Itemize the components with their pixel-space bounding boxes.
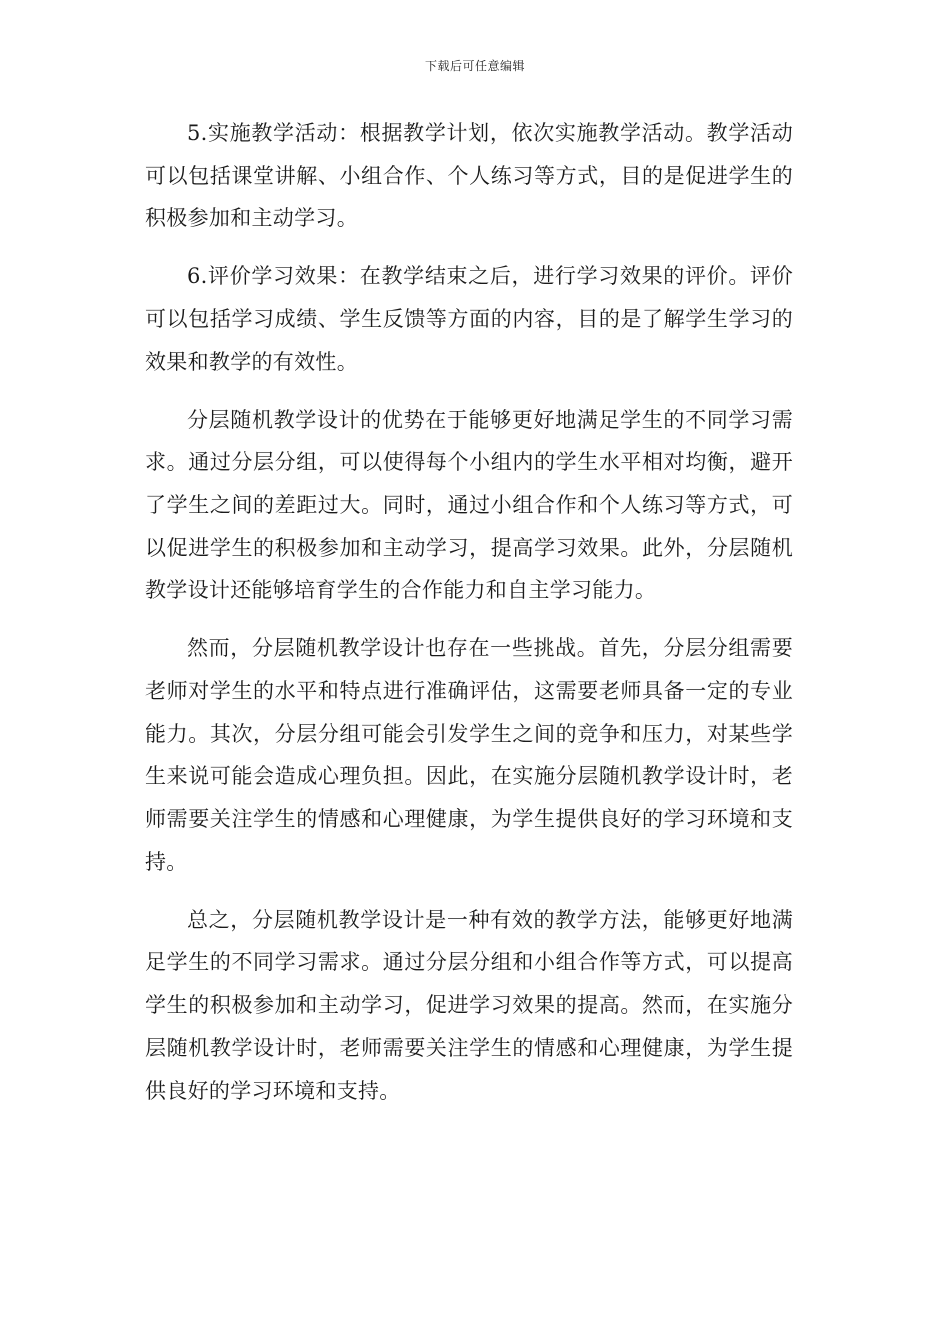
paragraph-conclusion: 总之，分层随机教学设计是一种有效的教学方法，能够更好地满足学生的不同学习需求。通过分层分组和小组合作等方式，可以提高学生的积极参加和主动学习，促进学习效果的提高。然而，在实施分层随机教学设计时，老师需要关注学生的情感和心理健康，为学生提供良好的学习环境和支持。 — [145, 907, 793, 1103]
page-header: 下载后可任意编辑 — [424, 59, 525, 73]
paragraph-advantages: 分层随机教学设计的优势在于能够更好地满足学生的不同学习需求。通过分层分组，可以使得每个小组内的学生水平相对均衡，避开了学生之间的差距过大。同时，通过小组合作和个人练习等方式，可以促进学生的积极参加和主动学习，提高学习效果。此外，分层随机教学设计还能够培育学生的合作能力和自主学习能力。 — [145, 407, 793, 603]
paragraph-step-6: 6.评价学习效果：在教学结束之后，进行学习效果的评价。评价可以包括学习成绩、学生反馈等方面的内容，目的是了解学生学习的效果和教学的有效性。 — [145, 264, 793, 374]
document-body — [145, 112, 793, 1127]
paragraph-step-5: 5.实施教学活动：根据教学计划，依次实施教学活动。教学活动可以包括课堂讲解、小组合作、个人练习等方式，目的是促进学生的积极参加和主动学习。 — [145, 121, 793, 231]
paragraph-challenges: 然而，分层随机教学设计也存在一些挑战。首先，分层分组需要老师对学生的水平和特点进行准确评估，这需要老师具备一定的专业能力。其次，分层分组可能会引发学生之间的竞争和压力，对某些学生来说可能会造成心理负担。因此，在实施分层随机教学设计时，老师需要关注学生的情感和心理健康，为学生提供良好的学习环境和支持。 — [145, 636, 793, 874]
